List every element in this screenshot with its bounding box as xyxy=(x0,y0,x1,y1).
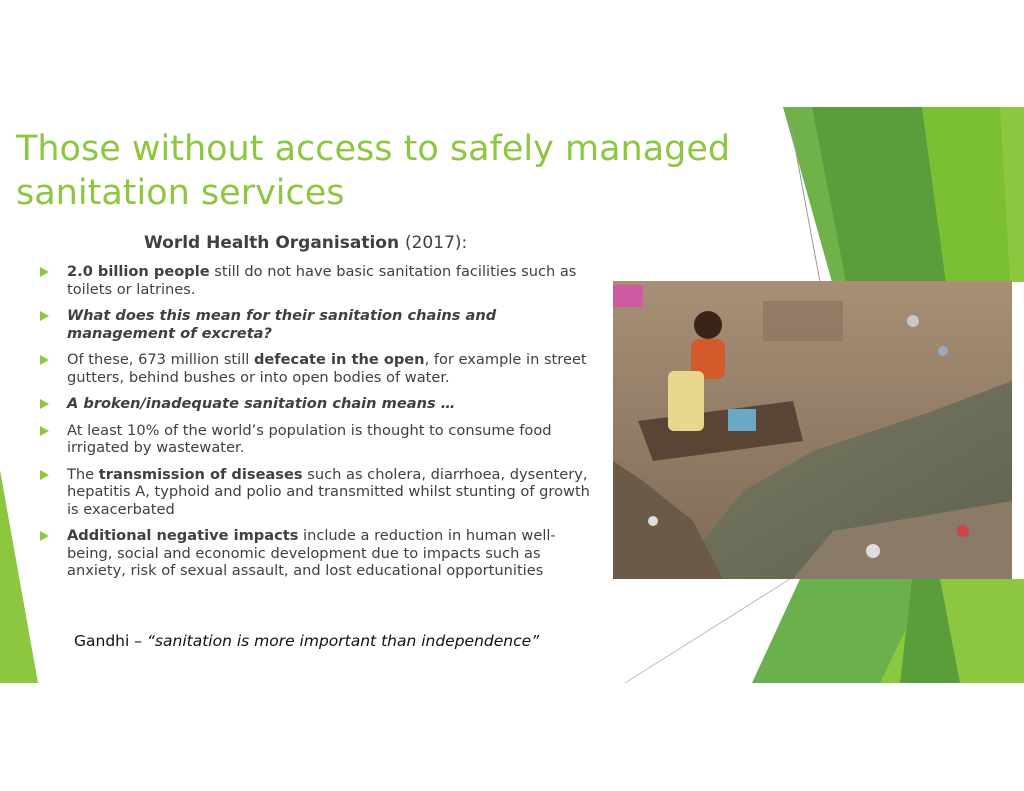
bullet-3-pre: Of these, 673 million still xyxy=(67,351,254,368)
bullet-arrow-icon xyxy=(40,399,49,409)
bullet-arrow-icon xyxy=(40,531,49,541)
photo-child-head xyxy=(694,311,722,339)
bullet-item-2 xyxy=(40,307,600,342)
photo-debris-bit xyxy=(957,525,969,537)
photo-child-collecting-water-icon xyxy=(613,281,1012,579)
bullet-item-4 xyxy=(40,395,600,413)
bullet-4-italic: A broken/inadequate sanitation chain means … xyxy=(67,395,456,412)
subheading xyxy=(144,233,467,253)
left-green-sliver xyxy=(0,470,38,683)
bullet-item-1 xyxy=(40,263,600,298)
bullet-5-text: At least 10% of the world’s population is thought to consume food irrigated by wastewater. xyxy=(67,421,552,456)
quote-author: Gandhi – xyxy=(74,632,147,650)
bullet-arrow-icon xyxy=(40,355,49,365)
photo-debris-bit xyxy=(938,346,948,356)
bullet-7-bold: Additional negative impacts xyxy=(67,527,299,544)
bullet-6-pre: The xyxy=(67,465,99,483)
bullet-1-text: still do not have basic sanitation facilities such as toilets or latrines. xyxy=(67,263,577,298)
bullet-arrow-icon xyxy=(40,426,49,436)
bullet-arrow-icon xyxy=(40,267,49,277)
bullet-6-bold: transmission of diseases xyxy=(98,465,303,483)
photo-pink-cloth xyxy=(613,285,643,307)
quote-text: “sanitation is more important than independence” xyxy=(146,632,540,650)
bullet-1-bold: 2.0 billion people xyxy=(67,263,210,280)
bullet-item-6 xyxy=(40,466,600,519)
slide-title: Those without access to safely managed sanitation services xyxy=(16,129,731,213)
bullet-7-text: include a reduction in human well-being, social and economic development due to impacts such as anxiety, risk of sexual assault, and lost educational opportunities xyxy=(67,527,556,579)
photo-water-jug xyxy=(668,371,704,431)
bullet-item-3 xyxy=(40,351,600,386)
photo-debris-bit xyxy=(648,516,658,526)
photo-blue-cloth xyxy=(728,409,756,431)
bullet-6-text: such as cholera, diarrhoea, dysentery, hepatitis A, typhoid and polio and transmitted whilst stunting of growth is exacerbated xyxy=(67,465,590,518)
bullet-item-5 xyxy=(40,422,600,457)
bullet-list xyxy=(40,263,600,589)
subheading-year: (2017): xyxy=(404,233,468,253)
photo-debris-bit xyxy=(866,544,880,558)
photo-debris-bit xyxy=(907,315,919,327)
bullet-arrow-icon xyxy=(40,470,49,480)
bullet-arrow-icon xyxy=(40,311,49,321)
subheading-org: World Health Organisation xyxy=(144,233,400,253)
photo-debris-patch xyxy=(763,301,843,341)
gandhi-quote xyxy=(74,632,539,650)
bullet-item-7 xyxy=(40,527,600,580)
bullet-3-bold: defecate in the open xyxy=(253,351,425,368)
bullet-3-text: , for example in street gutters, behind bushes or into open bodies of water. xyxy=(67,351,587,386)
bullet-2-italic: What does this mean for their sanitation chains and management of excreta? xyxy=(67,307,497,342)
